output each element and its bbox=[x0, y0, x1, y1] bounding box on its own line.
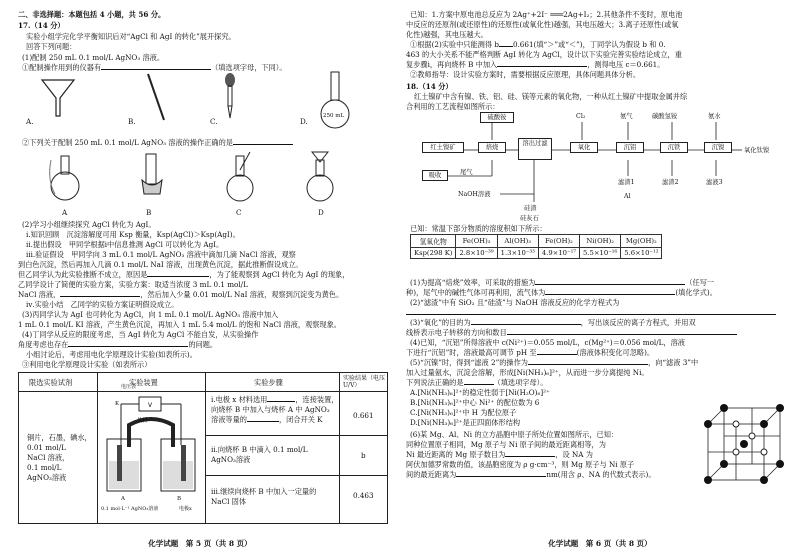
ksp-table bbox=[410, 234, 662, 259]
q18-intro-1: 红土镍矿中含有镍、铁、铝、硅、镁等元素的氧化物，一种从红土镍矿中提取金属并综 bbox=[414, 92, 688, 101]
option-c: C. bbox=[210, 117, 218, 126]
page-5-footer: 化学试题 第 5 页（共 8 页） bbox=[148, 539, 252, 548]
glass-rod-icon bbox=[142, 70, 172, 128]
page-6 bbox=[400, 0, 800, 555]
flow-laterite-ore: 红土镍矿 bbox=[422, 142, 464, 153]
flow-ammonia-water: 氨水 bbox=[708, 113, 721, 120]
step-i1: ⅰ.知识回顾 沉淀溶解度可用 Ksp 衡量，Ksp(AgCl)＞Ksp(AgI)。 bbox=[26, 230, 240, 239]
q18-part6: (6)某 Mg、Al、Ni 的立方晶胞中原子所处位置如图所示，已知： bbox=[410, 430, 619, 439]
q18-part5b: 加入过量氨水，沉淀会溶解，形成[Ni(NH₃)₆]²⁺，从而进一步分离提纯 Ni。 bbox=[406, 368, 649, 377]
q18-part6b: 同种位置原子相同，Mg 原子与 Ni 原子间的最近距离相等，为 bbox=[406, 440, 606, 449]
ksp-header-4: Ni(OH)₂ bbox=[580, 235, 621, 248]
flow-precip-fe: 沉铁 bbox=[660, 142, 688, 153]
ksp-cell-1: 2.8×10⁻³⁹ bbox=[456, 248, 497, 259]
experiment-table bbox=[18, 372, 388, 524]
q17-part3: (3)丙同学认为 AgI 也可转化为 AgCl，向 1 mL 0.1 mol/L AgNO₃ 溶液中加入 bbox=[22, 310, 279, 319]
label-voltmeter: 电压表 bbox=[121, 384, 137, 390]
question-18-title: 18.（14 分） bbox=[406, 82, 453, 91]
result-3: 0.463 bbox=[353, 491, 374, 500]
label-electrode-x: 电极x bbox=[179, 506, 192, 512]
label-salt-bridge: 盐桥 bbox=[137, 418, 149, 424]
galvanic-cell-diagram bbox=[101, 395, 201, 523]
pour-flask-icon bbox=[218, 150, 262, 210]
known-4: ①根据(2)实验中只能测得 b 0.661(填“＞”或“＜”)，丁同学认为假设 b 和 0. bbox=[410, 40, 666, 49]
step-i3: ⅲ.验证假设 甲同学向 3 mL 0.1 mol/L AgNO₃ 溶液中滴加几滴 NaCl 溶液，观察 bbox=[26, 250, 296, 259]
flask-volume-label: 250 mL bbox=[323, 113, 345, 119]
volumetric-flask-icon bbox=[318, 70, 352, 134]
op-d: D bbox=[318, 208, 324, 217]
step-3-line-1: ⅲ.继续向烧杯 B 中加入一定量的 bbox=[211, 487, 317, 496]
q17-part4b: ③利用电化学原理设计实验（如表所示） bbox=[22, 360, 152, 369]
table-header-reagents: 限选实验试剂 bbox=[29, 378, 73, 387]
known-1: 已知：1.方案中原电池总反应为 2Ag⁺+2I⁻ ═══2Ag+I₂；2.其他条件不变时，原电池 bbox=[410, 10, 683, 19]
page-6-footer: 化学试题 第 6 页（共 8 页） bbox=[548, 539, 652, 548]
q17-part1: (1)配制 250 mL 0.1 mol/L AgNO₃ 溶液。 bbox=[22, 53, 165, 62]
q18-part6d: 阿伏加德罗常数的值，该晶胞密度为 ρ g·cm⁻³，则 Mg 原子与 Ni 原子 bbox=[406, 460, 635, 469]
flow-leach-filter: 溶出过滤 bbox=[518, 138, 552, 160]
flow-ammonia-gas: 氨气 bbox=[620, 113, 633, 120]
q17-part4: 小组讨论后，考虑用电化学原理设计实验(如表所示)。 bbox=[26, 350, 197, 359]
op-a: A bbox=[62, 208, 68, 217]
q17-answer-prompt: 回答下列问题： bbox=[26, 42, 77, 51]
known-5: 463 的大小关系不能严格判断 AgI 转化为 AgCl，设计以下实验完善实验结论成立，重 bbox=[406, 50, 682, 59]
flow-product: 氧化钛镍 bbox=[744, 147, 770, 154]
step-i3d: 乙同学设计了简便的实验方案，实验方案：取适当浓度 3 mL 0.1 mol/L bbox=[18, 280, 248, 289]
flow-si-residue: 硅渣 bbox=[524, 205, 537, 212]
flow-precip-ni: 沉镍 bbox=[704, 142, 732, 153]
step-1-line-1: ⅰ.电极 x 材料选用 ，连接装置， bbox=[211, 395, 339, 404]
shake-flask-icon bbox=[45, 150, 85, 210]
flow-wollastonite: 硅灰石 bbox=[520, 215, 539, 222]
step-i4: ⅳ.实验小结 乙同学的实验方案证明假设成立。 bbox=[26, 300, 179, 309]
table-header-apparatus: 实验装置 bbox=[129, 378, 158, 387]
ksp-cell-2: 1.3×10⁻³³ bbox=[497, 248, 538, 259]
flow-ammonium-sulfate: 硫酸铵 bbox=[480, 112, 514, 123]
table-header-steps: 实验步骤 bbox=[254, 378, 283, 387]
q18-part4: (4)已知，“沉铝”所得溶液中 c(Ni²⁺)＝0.055 mol/L，c(Mg²⁺)＝0.056 mol/L，溶液 bbox=[410, 338, 685, 347]
ksp-header-2: Al(OH)₃ bbox=[497, 235, 538, 248]
known-6: 复步骤ⅰ，再向烧杯 B 中加入 ，测得电压 c＝0.661。 bbox=[406, 60, 665, 69]
dropper-icon bbox=[220, 72, 240, 126]
known-3: 化性)越强，其电压越大。 bbox=[406, 30, 488, 39]
ksp-cell-3: 4.9×10⁻¹⁷ bbox=[538, 248, 579, 259]
q18-part4b: 下进行“沉铝”时，溶液最高可调节 pH 至 (溶液体积变化可忽略)。 bbox=[406, 348, 655, 357]
step-i3b: 到白色沉淀，然后再加入几滴 0.1 mol/L NaI 溶液，出现黄色沉淀，据此推断假设成立。 bbox=[18, 260, 303, 269]
option-18-d: D.[Ni(NH₃)₆]²⁺是正四面体形结构 bbox=[410, 418, 521, 427]
ksp-header-3: Fe(OH)₂ bbox=[538, 235, 579, 248]
q17-part3d: 角度考虑也存在 的问题。 bbox=[18, 340, 218, 349]
op-c: C bbox=[236, 208, 242, 217]
ksp-header-5: Mg(OH)₂ bbox=[621, 235, 662, 248]
label-beaker-a: A bbox=[121, 496, 125, 502]
section-title: 二、非选择题：本题包括 4 小题，共 56 分。 bbox=[18, 10, 166, 19]
q17-part3c: (4)丁同学从反应的限度考虑，当 AgI 转化为 AgCl 不能自发，从实验操作 bbox=[22, 330, 259, 339]
known-7: ②教师指导：设计实验方案时，需要根据反应原理，具体问题具体分析。 bbox=[410, 70, 641, 79]
q18-part2-blank bbox=[406, 308, 776, 317]
option-18-c: C.[Ni(NH₃)₆]²⁺中 H 为配位原子 bbox=[410, 408, 517, 417]
flow-filtrate-3: 滤液3 bbox=[706, 179, 723, 186]
flow-al: Al bbox=[624, 193, 631, 200]
flow-residue-1: 滤渣1 bbox=[618, 179, 635, 186]
ksp-header-0: 氢氧化物 bbox=[411, 235, 456, 248]
result-2: b bbox=[361, 451, 366, 460]
step-i2: ⅱ.提出假设 甲同学根据ⅰ中信息推测 AgCl 可以转化为 AgI。 bbox=[26, 240, 224, 249]
q18-part3: (3)“氧化”的目的为 ，写出该反应的离子方程式，并用双 bbox=[410, 318, 696, 327]
step-2-line-1: ⅱ.向烧杯 B 中滴入 0.1 mol/L bbox=[211, 445, 308, 454]
q18-part1b: 种)，尾气中的碱性气体可再利用，流气体为 (填化学式)。 bbox=[406, 288, 717, 297]
reagent-line-1: 铜片，石墨，碘水， bbox=[27, 433, 92, 442]
op-b: B bbox=[146, 208, 152, 217]
q17-part3b: 1 mL 0.1 mol/L KI 溶液，产生黄色沉淀，再加入 1 mL 5.4 mol/L 的饱和 NaCl 溶液，观察现象。 bbox=[18, 320, 341, 329]
q17-part1a: ①配制操作用到的仪器有 （填选项字母，下同）。 bbox=[22, 63, 287, 72]
step-1-line-2: 向烧杯 B 中加入与烧杯 A 中 AgNO₃ bbox=[211, 405, 330, 414]
ksp-cell-5: 5.6×10⁻¹² bbox=[621, 248, 662, 259]
step-3-line-2: NaCl 固体 bbox=[211, 497, 247, 506]
label-agno3-solution: 0.1 mol·L⁻¹ AgNO₃溶液 bbox=[101, 506, 159, 512]
step-2-line-2: AgNO₃溶液 bbox=[211, 455, 251, 464]
q18-part5: (5)“沉镍”时，得到“滤液 2”的操作为 ，向“滤液 3”中 bbox=[410, 358, 699, 367]
q17-part2: (2)学习小组继续探究 AgCl 转化为 AgI。 bbox=[22, 220, 156, 229]
ksp-intro: 已知：常温下部分物质的溶度积如下所示： bbox=[410, 224, 547, 233]
option-b: B. bbox=[128, 117, 136, 126]
label-beaker-b: B bbox=[177, 496, 182, 502]
reagent-line-2: 0.01 mol/L bbox=[27, 443, 66, 452]
step-i3c: 但乙同学认为此实验推断不成立，原因是 ，为了能观察到 AgCl 转化为 AgI 的现象， bbox=[18, 270, 350, 279]
hand-flask-icon bbox=[132, 150, 172, 210]
step-i3e: NaCl 溶液， ，然后加入少量 0.01 mol/L NaI 溶液，观察到沉淀变为黄色。 bbox=[18, 290, 344, 299]
funnel-icon bbox=[38, 76, 78, 124]
flow-residue-2: 滤渣2 bbox=[662, 179, 679, 186]
ksp-header-1: Fe(OH)₃ bbox=[456, 235, 497, 248]
ksp-cell-4: 5.5×10⁻¹⁶ bbox=[580, 248, 621, 259]
process-flowchart bbox=[420, 112, 780, 222]
reagent-line-3: NaCl 溶液， bbox=[27, 453, 70, 462]
flow-absorb: 吸收 bbox=[422, 170, 448, 181]
q18-part6c: Ni 最近距离的 Mg 原子数目为 ，设 NA 为 bbox=[406, 450, 593, 459]
crystal-unit-cell-diagram bbox=[700, 400, 786, 494]
q17-part1b: ②下列关于配制 250 mL 0.1 mol/L AgNO₃ 溶液的操作正确的是 bbox=[22, 138, 293, 147]
flow-naoh: NaOH溶液 bbox=[458, 191, 491, 198]
q18-part2: (2)“滤渣”中有 SiO₂ 且“硅渣”与 NaOH 溶液反应的化学方程式为 bbox=[410, 298, 620, 307]
q18-part3b: 线桥表示电子转移的方向和数目 bbox=[406, 328, 737, 337]
reagent-line-5: AgNO₃溶液 bbox=[27, 473, 67, 482]
q18-part6e: 间的最近距离为 nm(用含 ρ、NA 的代数式表示)。 bbox=[406, 470, 656, 479]
result-1: 0.661 bbox=[353, 411, 374, 420]
svg-text:V: V bbox=[147, 402, 153, 409]
label-k: K bbox=[115, 401, 120, 407]
question-17-title: 17.（14 分） bbox=[18, 21, 65, 30]
flow-oxidize: 氧化 bbox=[570, 142, 598, 153]
flow-precip-al: 沉铝 bbox=[616, 142, 644, 153]
q17-intro: 实验小组学完化学平衡知识后对“AgCl 和 AgI 的转化”展开探究。 bbox=[26, 32, 236, 41]
q18-part1: (1)为提高“焙烧”效率，可采取的措施为 （任写一 bbox=[410, 278, 715, 287]
option-d: D. bbox=[300, 117, 308, 126]
known-2: 中反应的还原剂(或还原性)的还原性(或氧化性)越强，其电压越大；3.离子还原性(或氧 bbox=[406, 20, 679, 29]
flow-tail-gas: 尾气 bbox=[460, 169, 473, 176]
option-a: A. bbox=[26, 117, 34, 126]
q18-part5c: 下列说法正确的是 （填选项字母）。 bbox=[406, 378, 548, 387]
flow-roast: 焙烧 bbox=[478, 142, 506, 153]
option-18-a: A.[Ni(NH₃)₆]²⁺的稳定性弱于[Ni(H₂O)₆]²⁺ bbox=[410, 388, 550, 397]
table-header-results: 实验结果（电压 U/V） bbox=[343, 375, 386, 389]
fill-flask-icon bbox=[298, 150, 342, 210]
ksp-cell-0: Ksp(298 K) bbox=[411, 248, 456, 259]
flow-ammonium-bicarbonate: 碳酸氢铵 bbox=[652, 113, 678, 120]
option-18-b: B.[Ni(NH₃)₆]²⁺中心 Ni²⁺ 的配位数为 6 bbox=[410, 398, 540, 407]
step-1-line-3: 溶液等量的 ，闭合开关 K bbox=[211, 415, 323, 424]
q18-intro-2: 合利用的工艺流程如图所示： bbox=[406, 102, 500, 111]
reagent-line-4: 0.1 mol/L bbox=[27, 463, 62, 472]
flow-chlorine: Cl₂ bbox=[576, 113, 586, 120]
